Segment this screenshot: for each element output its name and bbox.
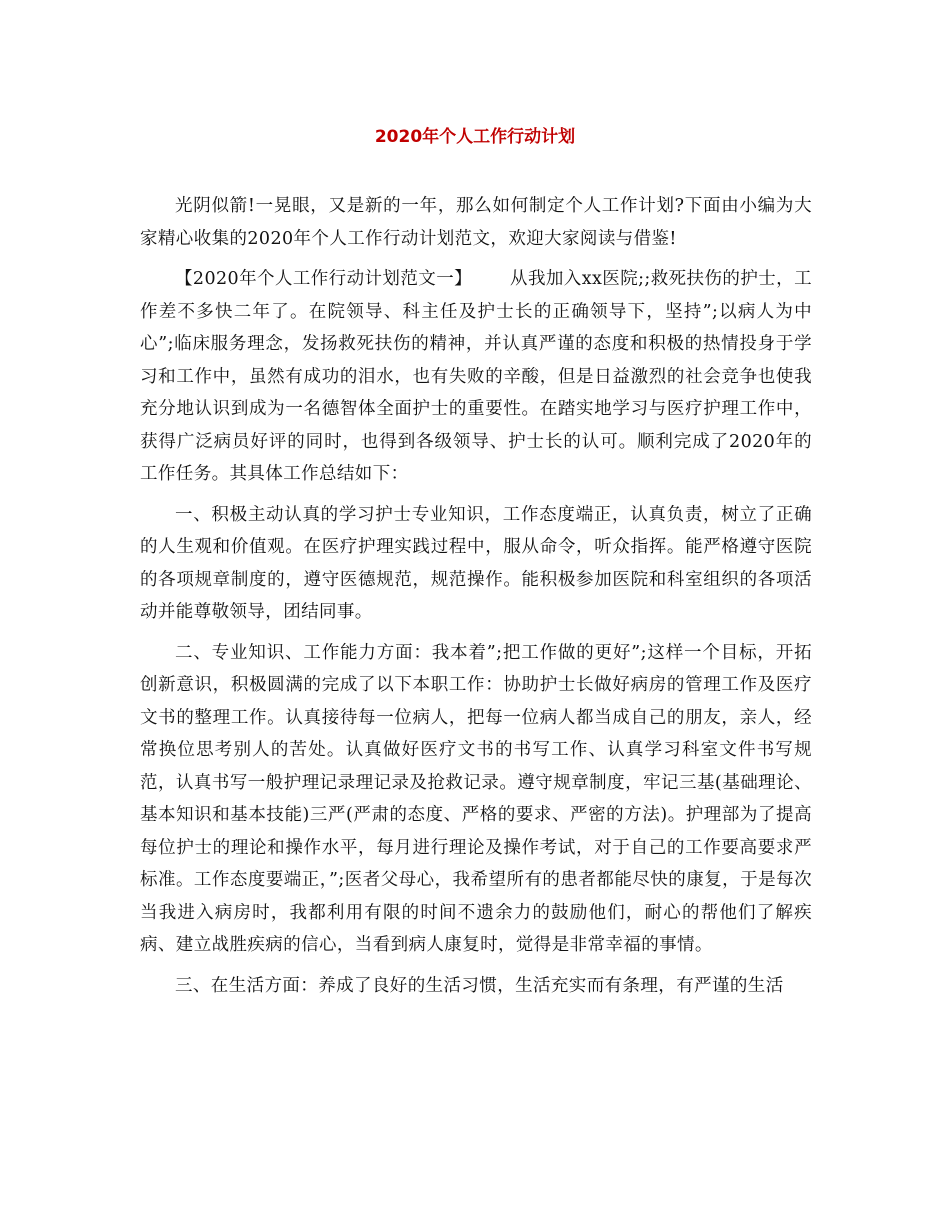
document-title: 2020年个人工作行动计划 [374,127,576,147]
body-paragraph-1: 一、积极主动认真的学习护士专业知识，工作态度端正，认真负责，树立了正确的人生观和价值观。在医疗护理实践过程中，服从命令，听众指挥。能严格遵守医院的各项规章制度的，遵守医德规范，规范操作。能积极参加医院和科室组织的各项活动并能尊敬领导，团结同事。 [140,504,812,622]
section-lead-text: 从我加入xx医院;;救死扶伤的护士，工作差不多快二年了。在院领导、科主任及护士长的正确领导下，坚持”;以病人为中心”;临床服务理念，发扬救死扶伤的精神，并认真严谨的态度和积极的热情投身于学习和工作中，虽然有成功的泪水，也有失败的辛酸，但是日益激烈的社会竞争也使我充分地认识到成为一名德智体全面护士的重要性。在踏实地学习与医疗护理工作中，获得广泛病员好评的同时，也得到各级领导、护士长的认可。顺利完成了2020年的工作任务。其具体工作总结如下： [140,269,812,484]
section-heading: 【2020年个人工作行动计划范文一】 [175,269,473,289]
section-paragraph [140,263,812,491]
body-paragraph-2: 二、专业知识、工作能力方面：我本着”;把工作做的更好”;这样一个目标，开拓创新意识，积极圆满的完成了以下本职工作：协助护士长做好病房的管理工作及医疗文书的整理工作。认真接待每一位病人，把每一位病人都当成自己的朋友，亲人，经常换位思考别人的苦处。认真做好医疗文书的书写工作、认真学习科室文件书写规范，认真书写一般护理记录理记录及抢救记录。遵守规章制度，牢记三基(基础理论、基本知识和基本技能)三严(严肃的态度、严格的要求、严密的方法)。护理部为了提高每位护士的理论和操作水平，每月进行理论及操作考试，对于自己的工作要高要求严标准。工作态度要端正，”;医者父母心，我希望所有的患者都能尽快的康复，于是每次当我进入病房时，我都利用有限的时间不遗余力的鼓励他们，耐心的帮他们了解疾病、建立战胜疾病的信心，当看到病人康复时，觉得是非常幸福的事情。 [140,642,812,955]
document-body [140,190,812,1010]
body-paragraph-3: 三、在生活方面：养成了良好的生活习惯，生活充实而有条理，有严谨的生活 [175,975,784,996]
intro-paragraph: 光阴似箭!一晃眼，又是新的一年，那么如何制定个人工作计划?下面由小编为大家精心收集的2020年个人工作行动计划范文，欢迎大家阅读与借鉴! [140,196,812,249]
